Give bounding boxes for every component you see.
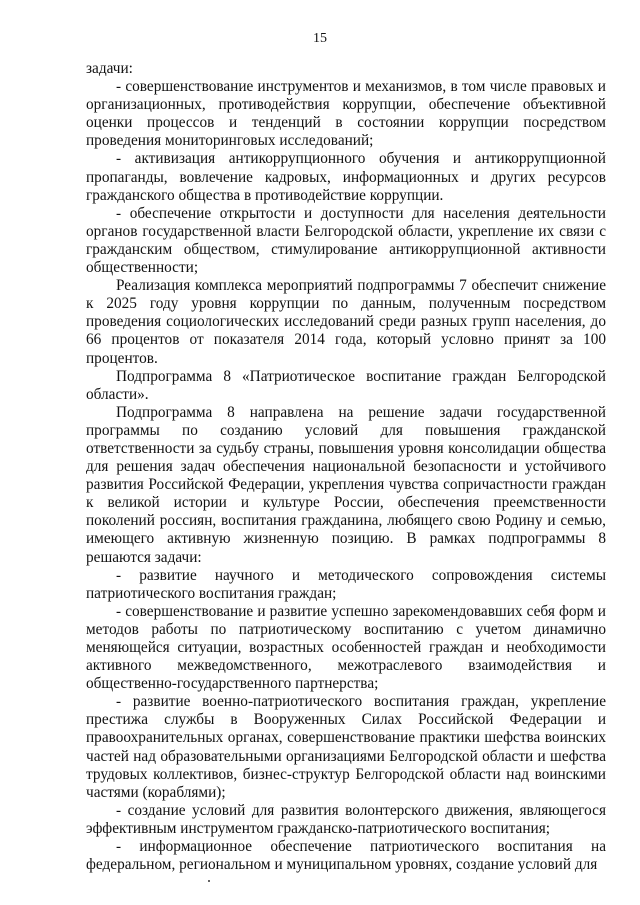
scan-speck	[208, 880, 210, 882]
page-number: 15	[313, 31, 327, 46]
paragraph-item-military: - развитие военно-патриотического воспитания граждан, укрепление престижа службы в Вооруженных Силах Российской Федерации и правоохранительных органах, совершенствование практики шефства воинских частей над образовательными организациями Белгородской области и шефства трудовых коллективов, бизнес-структур Белгородской области над воинскими частями (кораблями);	[86, 693, 606, 801]
paragraph-item-instruments: - совершенствование инструментов и механизмов, в том числе правовых и организационных, противодействия коррупции, обеспечение объективной оценки процессов и тенденций в состоянии коррупции посредством проведения мониторинговых исследований;	[86, 78, 606, 150]
paragraph-subprogram8-title: Подпрограмма 8 «Патриотическое воспитание граждан Белгородской области».	[86, 367, 606, 403]
paragraph-item-scientific: - развитие научного и методического сопровождения системы патриотического воспитания граждан;	[86, 566, 606, 602]
paragraph-item-openness: - обеспечение открытости и доступности для населения деятельности органов государственной власти Белгородской области, укрепление их связи с гражданским обществом, стимулирование антикоррупционной активности общественности;	[86, 204, 606, 277]
paragraph-tasks-intro: задачи:	[86, 60, 133, 77]
paragraph-item-volunteer: - создание условий для развития волонтерского движения, являющегося эффективным инструментом гражданско-патриотического воспитания;	[86, 801, 606, 837]
paragraph-subprogram8-description: Подпрограмма 8 направлена на решение задачи государственной программы по созданию условий для повышения гражданской ответственности за судьбу страны, повышения уровня консолидации общества для решения задач обеспечения национальной безопасности и устойчивого развития Российской Федерации, укрепления чувства сопричастности граждан к великой истории и культуре России, обеспечения преемственности поколений россиян, воспитания гражданина, любящего свою Родину и семью, имеющего активную жизненную позицию. В рамках подпрограммы 8 решаются задачи:	[86, 403, 606, 566]
paragraph-item-information: - информационное обеспечение патриотического воспитания на федеральном, региональном и муниципальном уровнях, создание условий для	[86, 838, 606, 874]
body-text	[86, 60, 606, 874]
paragraph-item-training: - активизация антикоррупционного обучения и антикоррупционной пропаганды, вовлечение кадровых, информационных и других ресурсов гражданского общества в противодействие коррупции.	[86, 150, 606, 204]
paragraph-item-methods: - совершенствование и развитие успешно зарекомендовавших себя форм и методов работы по патриотическому воспитанию с учетом динамично меняющейся ситуации, возрастных особенностей граждан и необходимости активного межведомственного, межотраслевого взаимодействия и общественно-государственного партнерства;	[86, 602, 606, 693]
paragraph-subprogram7-result: Реализация комплекса мероприятий подпрограммы 7 обеспечит снижение к 2025 году уровня коррупции по данным, полученным посредством проведения социологических исследований среди разных групп населения, до 66 процентов от показателя 2014 года, который условно принят за 100 процентов.	[86, 277, 606, 367]
